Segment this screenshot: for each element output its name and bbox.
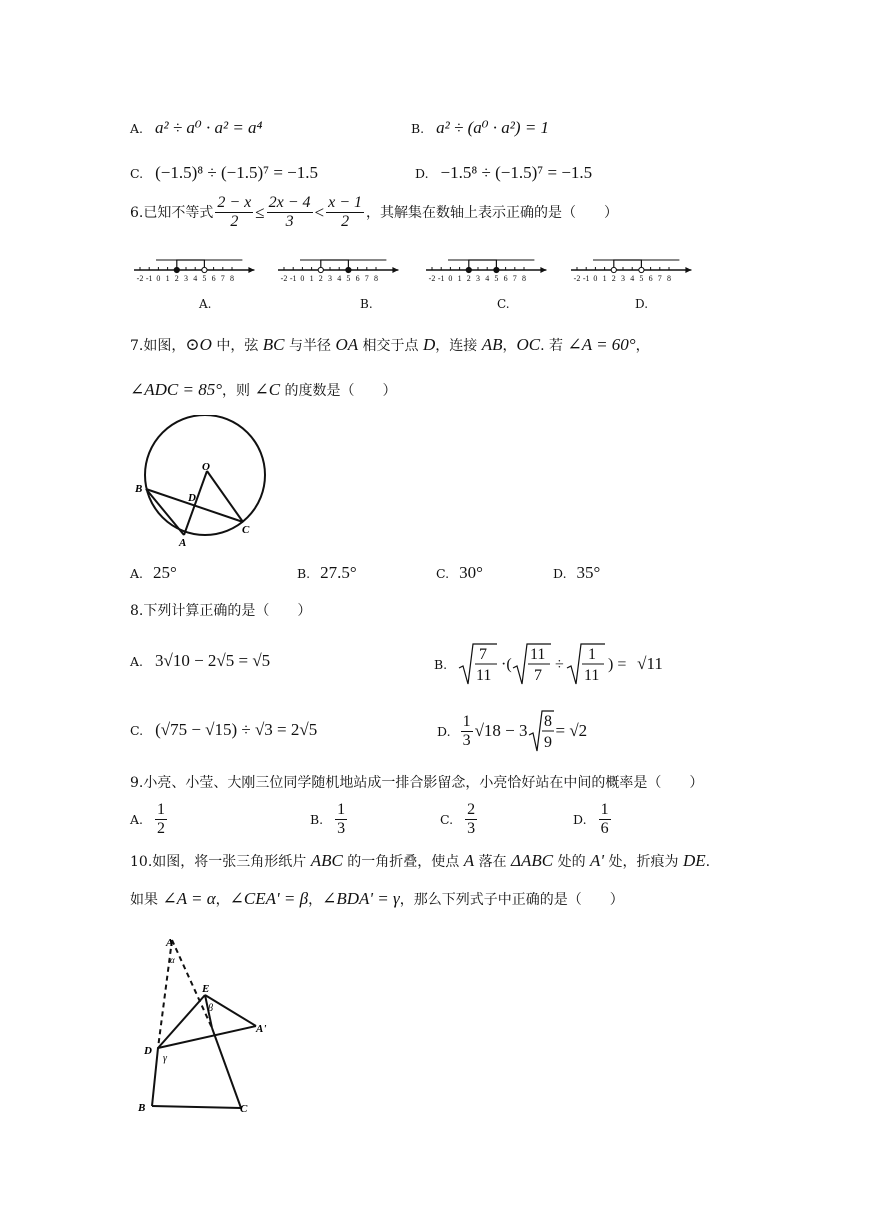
tick-label: 2 — [466, 274, 471, 283]
tick-label: 0 — [300, 274, 305, 283]
tick-label: 3 — [328, 274, 332, 283]
segment-da — [158, 1026, 256, 1048]
q7-option-b: B. 27.5° — [297, 563, 357, 582]
q8-option-c: C. (√75 − √15) ÷ √3 = 2√5 — [130, 720, 318, 739]
tick-label: 0 — [156, 274, 161, 283]
svg-text:) =: ) = — [608, 656, 627, 673]
tick-label: 1 — [602, 274, 607, 283]
tick-label: 6 — [211, 274, 216, 283]
svg-text:1: 1 — [588, 646, 597, 663]
label-a: A — [179, 537, 187, 549]
tick-label: -2 — [573, 274, 581, 283]
q7-stem-line2: ∠ADC = 85°，则 ∠C 的度数是（ ） — [130, 380, 397, 399]
q5-option-b: B. a² ÷ (a⁰ · a²) = 1 — [411, 118, 550, 137]
endpoint-dot — [639, 267, 644, 272]
q7-circle-figure — [132, 415, 272, 550]
side-ec — [212, 1028, 241, 1108]
tick-label: 7 — [364, 274, 369, 283]
q6-label-a: A. — [199, 297, 212, 311]
tick-label: 4 — [630, 274, 635, 283]
label-d: D — [188, 492, 196, 504]
tick-label: 8 — [230, 274, 234, 283]
solution-bracket — [321, 260, 349, 270]
q5-option-d: D. −1.5⁸ ÷ (−1.5)⁷ = −1.5 — [415, 163, 593, 182]
arrow-icon — [248, 267, 254, 273]
label-beta: β — [208, 1003, 213, 1014]
radius-oc — [207, 471, 243, 522]
tick-label: 6 — [355, 274, 360, 283]
label-e: E — [202, 983, 210, 995]
tick-label: 2 — [611, 274, 616, 283]
label-alpha: α — [170, 955, 175, 965]
arrow-icon — [685, 267, 691, 273]
tick-label: -2 — [280, 274, 288, 283]
q6-number-lines — [128, 250, 718, 292]
q7-option-a: A. 25° — [130, 563, 177, 582]
tick-label: -2 — [136, 274, 144, 283]
tick-label: 7 — [220, 274, 225, 283]
q7-option-c: C. 30° — [436, 563, 483, 582]
q9-option-a: A. $\frac{1}{2}$ — [130, 801, 166, 837]
solution-bracket — [614, 260, 642, 270]
q5-option-b-expr: a² ÷ (a⁰ · a²) = 1 — [436, 118, 550, 137]
svg-text:11: 11 — [530, 646, 546, 663]
endpoint-dot — [494, 267, 499, 272]
q8-option-d-radical — [527, 708, 555, 754]
q5-option-c-expr: (−1.5)⁸ ÷ (−1.5)⁷ = −1.5 — [155, 163, 319, 182]
q6-label-b: B. — [360, 297, 373, 311]
tick-label: 4 — [337, 274, 342, 283]
tick-label: 1 — [309, 274, 314, 283]
tick-label: 5 — [346, 274, 351, 283]
tick-label: -1 — [437, 274, 445, 283]
q9-stem: 9.小亮、小莹、大刚三位同学随机地站成一排合影留念，小亮恰好站在中间的概率是（ ） — [130, 775, 704, 791]
tick-label: 7 — [512, 274, 517, 283]
q6-label-c: C. — [497, 297, 510, 311]
tick-label: 0 — [593, 274, 598, 283]
arrow-icon — [392, 267, 398, 273]
label-d: D — [144, 1045, 152, 1057]
endpoint-dot — [466, 267, 471, 272]
q5-option-c: C. (−1.5)⁸ ÷ (−1.5)⁷ = −1.5 — [130, 163, 319, 182]
label-gamma: γ — [163, 1053, 167, 1064]
svg-text:7: 7 — [479, 646, 488, 663]
q8-option-d: D. $\frac{1}{3}$ √18 − 3 8 9 = √2 — [437, 708, 587, 754]
svg-text:÷: ÷ — [555, 656, 564, 673]
tick-label: 7 — [657, 274, 662, 283]
q8-option-c-expr: (√75 − √15) ÷ √3 = 2√5 — [155, 720, 318, 739]
label-c: C — [242, 524, 250, 536]
tick-label: 4 — [485, 274, 490, 283]
tick-label: 2 — [174, 274, 179, 283]
q5-option-a-expr: a² ÷ a⁰ · a² = a⁴ — [155, 118, 263, 137]
tick-label: 1 — [165, 274, 170, 283]
q10-stem-line1: 10.如图，将一张三角形纸片 ABC 的一角折叠，使点 A 落在 ΔABC 处的 A' 处，折痕为 DE. — [130, 851, 711, 870]
tick-label: 4 — [193, 274, 198, 283]
tick-label: 8 — [374, 274, 378, 283]
side-db — [152, 1048, 158, 1106]
q5-option-d-expr: −1.5⁸ ÷ (−1.5)⁷ = −1.5 — [440, 163, 593, 182]
tick-label: 0 — [448, 274, 453, 283]
svg-text:11: 11 — [584, 667, 600, 684]
q9-option-b: B. $\frac{1}{3}$ — [310, 801, 346, 837]
tick-label: 3 — [184, 274, 188, 283]
q10-stem-line2: 如果 ∠A = α，∠CEA' = β，∠BDA' = γ，那么下列式子中正确的是（ ） — [130, 889, 624, 908]
endpoint-dot — [318, 267, 323, 272]
tick-label: -1 — [145, 274, 153, 283]
endpoint-dot — [611, 267, 616, 272]
label-c: C — [240, 1103, 248, 1115]
q5-option-a: A. a² ÷ a⁰ · a² = a⁴ — [130, 118, 263, 137]
svg-text:·(: ·( — [501, 656, 512, 673]
tick-label: -1 — [582, 274, 590, 283]
q8-option-b: B. 7 11 ·( 11 7 ÷ 1 11 ) = √11 — [434, 640, 663, 688]
endpoint-dot — [202, 267, 207, 272]
label-a: A — [166, 937, 174, 949]
tick-label: 1 — [457, 274, 462, 283]
q10-fold-figure — [132, 928, 282, 1118]
solution-bracket — [177, 260, 205, 270]
svg-text:11: 11 — [476, 667, 492, 684]
tick-label: 2 — [318, 274, 323, 283]
q6-fraction-1: $\frac{2 - x}{2}$ — [217, 194, 252, 230]
svg-text:9: 9 — [544, 734, 553, 751]
tick-label: 5 — [202, 274, 207, 283]
label-b: B — [138, 1102, 146, 1114]
tick-label: -2 — [428, 274, 436, 283]
q6-fraction-3: $\frac{x - 1}{2}$ — [328, 194, 363, 230]
endpoint-dot — [174, 267, 179, 272]
tick-label: 6 — [648, 274, 653, 283]
q9-option-c: C. $\frac{2}{3}$ — [440, 801, 476, 837]
tick-label: 8 — [667, 274, 671, 283]
endpoint-dot — [346, 267, 351, 272]
side-bc — [152, 1106, 241, 1108]
svg-text:8: 8 — [544, 713, 553, 730]
q7-option-d: D. 35° — [553, 563, 601, 582]
q6-label-d: D. — [635, 297, 649, 311]
arrow-icon — [540, 267, 546, 273]
tick-label: -1 — [289, 274, 297, 283]
tick-label: 8 — [522, 274, 526, 283]
tick-label: 5 — [494, 274, 499, 283]
q8-option-a: A. 3√10 − 2√5 = √5 — [130, 651, 271, 670]
label-o: O — [202, 461, 210, 473]
solution-bracket — [469, 260, 497, 270]
label-a-prime: A' — [256, 1023, 267, 1035]
q6-stem: 6.已知不等式 $\frac{2 - x}{2}$ ≤ $\frac{2x - 4}{3}$ < $\frac{x - 1}{2}$ ，其解集在数轴上表示正确的是（ ） — [130, 194, 619, 230]
tick-label: 3 — [621, 274, 625, 283]
label-b: B — [135, 483, 143, 495]
q9-option-d: D. $\frac{1}{6}$ — [573, 801, 609, 837]
tick-label: 5 — [639, 274, 644, 283]
svg-text:7: 7 — [534, 667, 543, 684]
q6-fraction-2: $\frac{2x - 4}{3}$ — [268, 194, 311, 230]
tick-label: 6 — [503, 274, 508, 283]
q8-stem: 8.下列计算正确的是（ ） — [130, 603, 312, 619]
q7-stem-line1: 7.如图，⊙O 中，弦 BC 与半径 OA 相交于点 D，连接 AB，OC. 若 ∠A = 60°， — [130, 335, 650, 354]
q8-option-a-expr: 3√10 − 2√5 = √5 — [155, 651, 271, 670]
tick-label: 3 — [476, 274, 480, 283]
q8-option-b-expr — [457, 640, 637, 688]
